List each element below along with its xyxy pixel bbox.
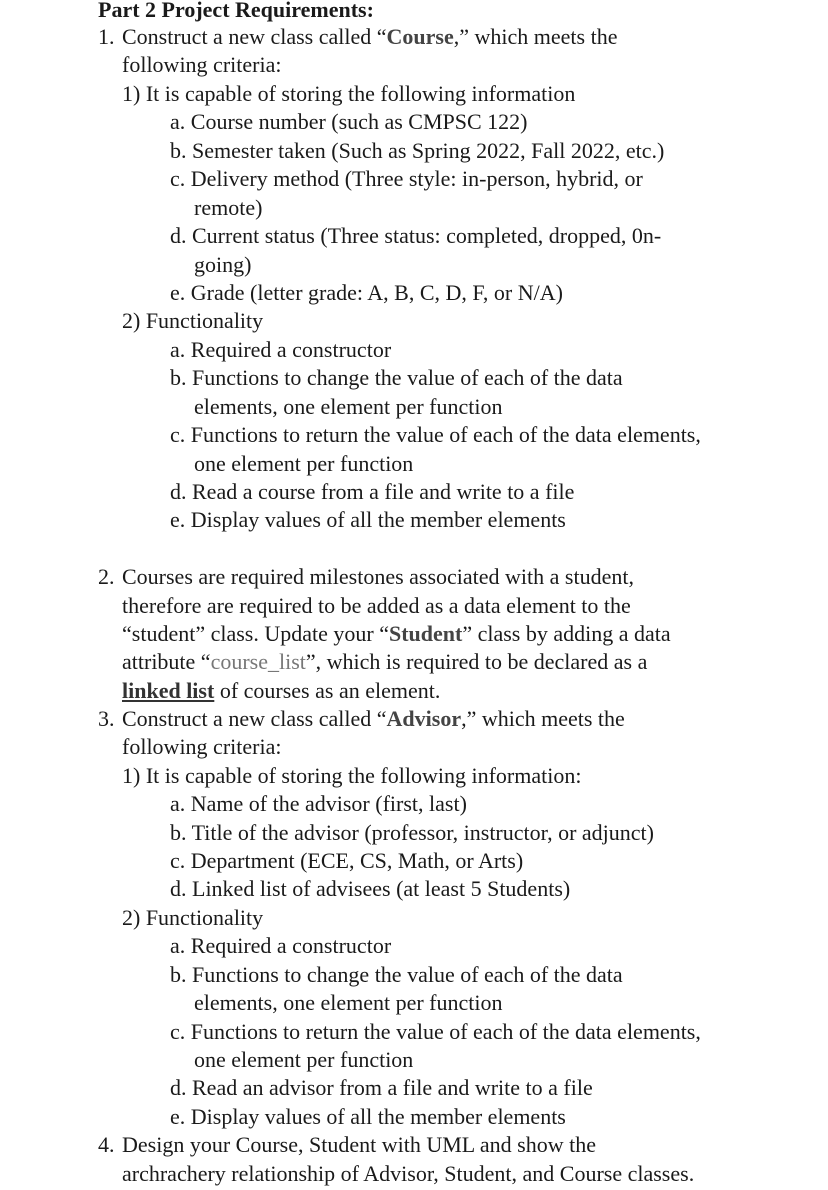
item3-func-e: e. Display values of all the member elements bbox=[170, 1104, 566, 1129]
item3-line1-pre: Construct a new class called “ bbox=[122, 706, 387, 731]
item1-number: 1. bbox=[98, 24, 115, 49]
item2-line3-pre: “student” class. Update your “ bbox=[122, 621, 389, 646]
item4-line1: Design your Course, Student with UML and show the bbox=[122, 1132, 596, 1157]
item3-func-d: d. Read an advisor from a file and write to a file bbox=[170, 1075, 593, 1100]
item1-storage-a: a. Course number (such as CMPSC 122) bbox=[170, 109, 528, 134]
item1-storage-d1: d. Current status (Three status: completed, dropped, 0n- bbox=[170, 223, 662, 248]
item1-storage-e: e. Grade (letter grade: A, B, C, D, F, or N/A) bbox=[170, 280, 563, 305]
item4-number: 4. bbox=[98, 1132, 115, 1157]
item3-line2: following criteria: bbox=[122, 734, 282, 759]
item1-storage-b: b. Semester taken (Such as Spring 2022, Fall 2022, etc.) bbox=[170, 138, 665, 163]
linked-list-term: linked list bbox=[122, 678, 215, 703]
item1-line1 bbox=[122, 23, 617, 51]
item1-func-e: e. Display values of all the member elements bbox=[170, 507, 566, 532]
section-heading: Part 2 Project Requirements: bbox=[98, 0, 374, 22]
item3-func-b2: elements, one element per function bbox=[194, 990, 503, 1015]
item1-func-d: d. Read a course from a file and write to a file bbox=[170, 479, 575, 504]
course-list-attribute: course_list bbox=[210, 649, 306, 674]
item1-func-b2: elements, one element per function bbox=[194, 394, 503, 419]
item1-storage-d2: going) bbox=[194, 252, 252, 277]
item1-line1-pre: Construct a new class called “ bbox=[122, 24, 387, 49]
item3-line1 bbox=[122, 705, 625, 733]
item4-line2: archrachery relationship of Advisor, Student, and Course classes. bbox=[122, 1161, 695, 1186]
item1-line1-post: ,” which meets the bbox=[453, 24, 618, 49]
item3-func-c2: one element per function bbox=[194, 1047, 414, 1072]
item1-storage-c1: c. Delivery method (Three style: in-person, hybrid, or bbox=[170, 166, 643, 191]
course-class-name: Course bbox=[386, 24, 454, 49]
item2-line3-post: ” class by adding a data bbox=[462, 621, 671, 646]
item1-func-c1: c. Functions to return the value of each of the data elements, bbox=[170, 422, 701, 447]
item1-storage-title: 1) It is capable of storing the following information bbox=[122, 81, 576, 106]
item2-line5 bbox=[122, 677, 440, 705]
item2-line1: Courses are required milestones associated with a student, bbox=[122, 564, 634, 589]
item2-line4-pre: attribute “ bbox=[122, 649, 211, 674]
item2-line4-post: ”, which is required to be declared as a bbox=[305, 649, 648, 674]
item2-line2: therefore are required to be added as a data element to the bbox=[122, 593, 631, 618]
item3-storage-c: c. Department (ECE, CS, Math, or Arts) bbox=[170, 848, 524, 873]
item3-number: 3. bbox=[98, 706, 115, 731]
item3-func-title: 2) Functionality bbox=[122, 905, 264, 930]
item3-func-b1: b. Functions to change the value of each of the data bbox=[170, 962, 623, 987]
item3-func-a: a. Required a constructor bbox=[170, 933, 392, 958]
item3-storage-title: 1) It is capable of storing the following information: bbox=[122, 763, 582, 788]
advisor-class-name: Advisor bbox=[386, 706, 462, 731]
item3-line1-post: ,” which meets the bbox=[461, 706, 625, 731]
item1-func-b1: b. Functions to change the value of each of the data bbox=[170, 365, 623, 390]
item1-storage-c2: remote) bbox=[194, 195, 263, 220]
item2-line5-post: of courses as an element. bbox=[214, 678, 441, 703]
item3-func-c1: c. Functions to return the value of each of the data elements, bbox=[170, 1019, 701, 1044]
item2-line3 bbox=[122, 620, 671, 648]
item1-func-a: a. Required a constructor bbox=[170, 337, 392, 362]
item2-line4 bbox=[122, 648, 647, 676]
item1-func-title: 2) Functionality bbox=[122, 308, 264, 333]
item3-storage-a: a. Name of the advisor (first, last) bbox=[170, 791, 467, 816]
item3-storage-d: d. Linked list of advisees (at least 5 Students) bbox=[170, 876, 571, 901]
item2-number: 2. bbox=[98, 564, 115, 589]
item1-func-c2: one element per function bbox=[194, 451, 414, 476]
student-class-name: Student bbox=[388, 621, 463, 646]
item1-line2: following criteria: bbox=[122, 52, 282, 77]
item3-storage-b: b. Title of the advisor (professor, instructor, or adjunct) bbox=[170, 820, 654, 845]
